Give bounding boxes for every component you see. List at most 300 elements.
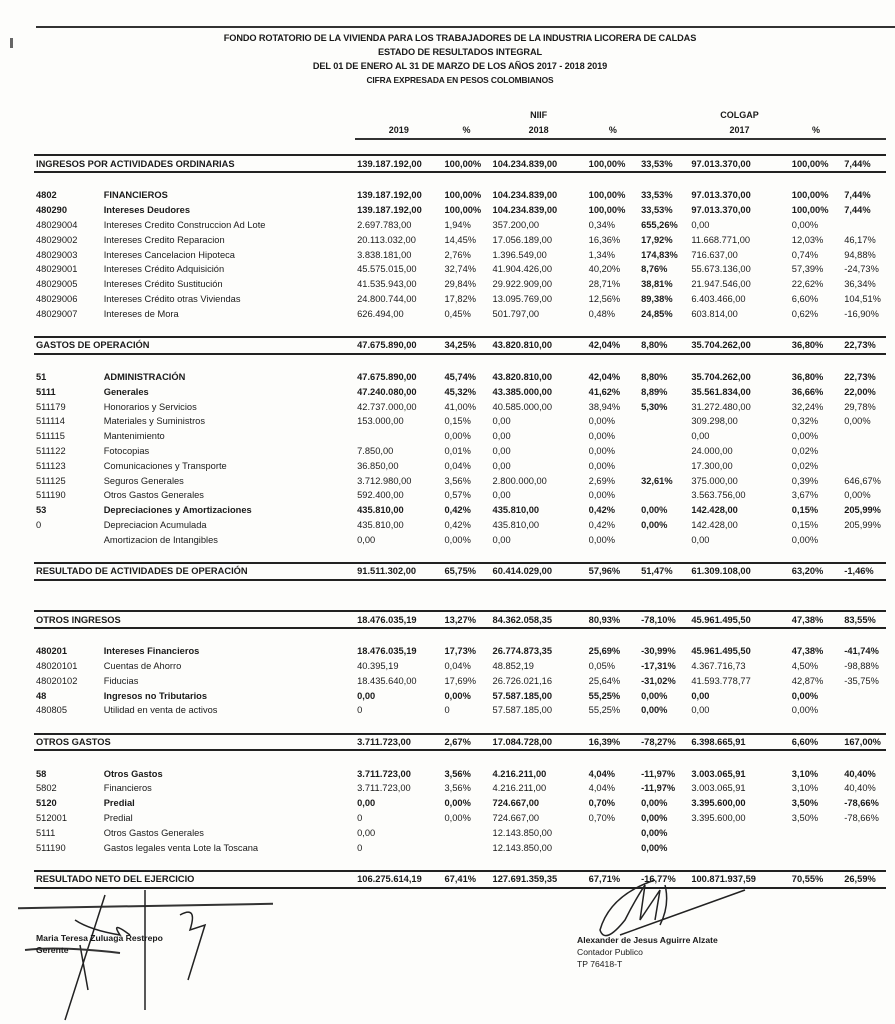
cell-v2017: 6.403.466,00 xyxy=(691,293,746,304)
cell-p2017: 70,55% xyxy=(790,871,842,888)
cell-var1 xyxy=(639,532,689,547)
cell-v2019: 0,00 xyxy=(357,534,376,545)
table-row xyxy=(34,384,886,399)
cell-v2019: 3.838.181,00 xyxy=(357,249,412,260)
cell-p2017: 36,80% xyxy=(790,337,842,354)
signer-left-name: Maria Teresa Zuluaga Restrepo xyxy=(36,933,163,943)
cell-v2017: 142.428,00 xyxy=(691,519,738,530)
cell-var2: -98,88% xyxy=(844,661,879,672)
table-row xyxy=(34,414,886,429)
cell-p2017: 0,32% xyxy=(791,416,819,427)
cell-p2018: 0,70% xyxy=(588,813,616,824)
cell-v2017: 45.961.495,50 xyxy=(689,611,789,628)
cell-p2017: 0,00% xyxy=(791,690,819,701)
signature-scrawl-left xyxy=(20,890,250,1024)
cell-v2017: 0,00 xyxy=(691,219,710,230)
cell-v2017: 3.395.600,00 xyxy=(691,813,746,824)
cell-v2018: 4.216.211,00 xyxy=(492,768,547,779)
cell-p2019: 0,57% xyxy=(444,490,471,501)
cell-var1: 24,85% xyxy=(641,308,673,319)
cell-name: Intereses Credito Construccion Ad Lote xyxy=(103,219,266,230)
cell-name: Cuentas de Ahorro xyxy=(103,661,182,672)
cell-p2018: 0,05% xyxy=(588,661,616,672)
cell-v2018: 60.414.029,00 xyxy=(491,563,587,580)
cell-p2018: 1,34% xyxy=(588,249,616,260)
cell-v2018: 2.800.000,00 xyxy=(492,475,547,486)
cell-v2017: 375.000,00 xyxy=(691,475,738,486)
cell-p2017: 3,50% xyxy=(791,798,819,809)
cell-code: 48020102 xyxy=(36,675,78,686)
cell-name: Generales xyxy=(103,386,149,397)
table-row xyxy=(34,688,886,703)
cell-p2017: 22,62% xyxy=(791,279,824,290)
cell-name: Utilidad en venta de activos xyxy=(103,705,218,716)
cell-p2017: 3,50% xyxy=(791,813,819,824)
cell-v2017: 11.668.771,00 xyxy=(691,234,751,245)
cell-var1: 33,53% xyxy=(641,190,673,201)
cell-v2019: 36.850,00 xyxy=(357,460,399,471)
cell-p2017: 6,60% xyxy=(791,293,819,304)
cell-p2017: 32,24% xyxy=(791,401,824,412)
cell-p2017: 0,00% xyxy=(791,534,819,545)
cell-p2019: 100,00% xyxy=(444,190,482,201)
cell-var2: 0,00% xyxy=(844,416,871,427)
cell-var2: 7,44% xyxy=(844,190,871,201)
table-row xyxy=(34,659,886,674)
cell-code xyxy=(34,532,102,547)
cell-var1: 174,83% xyxy=(641,249,678,260)
cell-var1: 89,38% xyxy=(641,293,673,304)
column-year-header xyxy=(34,123,886,139)
section-total-row xyxy=(34,337,886,354)
cell-code: OTROS INGRESOS xyxy=(34,611,355,628)
cell-p2019: 17,69% xyxy=(444,675,477,686)
cell-var1: -11,97% xyxy=(641,768,676,779)
cell-var2: 104,51% xyxy=(844,293,881,304)
cell-v2017: 35.561.834,00 xyxy=(691,386,751,397)
cell-var1 xyxy=(639,444,689,459)
cell-p2019: 65,75% xyxy=(443,563,491,580)
cell-v2017: 35.704.262,00 xyxy=(691,371,751,382)
cell-v2017: 603.814,00 xyxy=(691,308,738,319)
cell-v2017: 6.398.665,91 xyxy=(689,734,789,751)
cell-v2018: 17.056.189,00 xyxy=(492,234,553,245)
cell-p2018: 40,20% xyxy=(588,264,621,275)
cell-v2018: 1.396.549,00 xyxy=(492,249,547,260)
cell-var1: -30,99% xyxy=(641,646,676,657)
cell-name: Intereses de Mora xyxy=(103,308,179,319)
cell-name: Honorarios y Servicios xyxy=(103,401,197,412)
cell-p2017: 3,10% xyxy=(791,768,819,779)
cell-var1: 8,89% xyxy=(641,386,668,397)
cell-var2: 40,40% xyxy=(844,768,876,779)
signature-block-left xyxy=(36,932,163,956)
document-header xyxy=(180,31,740,87)
cell-code: INGRESOS POR ACTIVIDADES ORDINARIAS xyxy=(34,155,355,172)
cell-var2: -78,66% xyxy=(844,813,879,824)
cell-name: Comunicaciones y Transporte xyxy=(103,460,227,471)
cell-var1: 8,76% xyxy=(641,264,668,275)
cell-v2018: 104.234.839,00 xyxy=(492,190,558,201)
cell-name: Intereses Crédito Sustitución xyxy=(103,279,223,290)
cell-v2018: 41.904.426,00 xyxy=(492,264,553,275)
cell-p2018: 12,56% xyxy=(588,293,621,304)
cell-v2018: 57.587.185,00 xyxy=(492,690,553,701)
cell-v2019: 3.712.980,00 xyxy=(357,475,412,486)
cell-code: 48029002 xyxy=(36,234,78,245)
cell-var1: 655,26% xyxy=(641,219,678,230)
cell-var2: 26,59% xyxy=(842,871,886,888)
cell-var2: -16,90% xyxy=(844,308,879,319)
cell-p2019: 17,73% xyxy=(444,646,477,657)
cell-name: Predial xyxy=(103,813,133,824)
cell-name: Materiales y Suministros xyxy=(103,416,205,427)
cell-var1: -78,27% xyxy=(639,734,689,751)
cell-name: Intereses Deudores xyxy=(103,205,191,216)
col-pct-2017: % xyxy=(790,123,842,139)
cell-p2017: 42,87% xyxy=(791,675,824,686)
document-period: DEL 01 DE ENERO AL 31 DE MARZO DE LOS AÑOS 2017 - 2018 2019 xyxy=(312,61,608,71)
cell-var1 xyxy=(639,414,689,429)
cell-var1: 8,80% xyxy=(641,371,668,382)
cell-p2019: 3,56% xyxy=(444,783,471,794)
cell-p2017: 0,15% xyxy=(791,519,819,530)
cell-v2017: 24.000,00 xyxy=(691,445,733,456)
cell-p2018: 100,00% xyxy=(587,155,639,172)
cell-v2018: 104.234.839,00 xyxy=(492,205,558,216)
cell-code: 5111 xyxy=(36,827,56,838)
table-row xyxy=(34,262,886,277)
cell-v2019: 42.737.000,00 xyxy=(357,401,417,412)
table-row xyxy=(34,277,886,292)
cell-p2017: 0,62% xyxy=(791,308,819,319)
cell-code: 511190 xyxy=(36,490,66,501)
cell-p2018: 16,36% xyxy=(588,234,621,245)
table-row xyxy=(34,644,886,659)
cell-p2018: 4,04% xyxy=(588,783,616,794)
cell-var2: -41,74% xyxy=(844,646,879,657)
cell-p2018: 57,96% xyxy=(587,563,639,580)
cell-p2017: 0,02% xyxy=(791,460,819,471)
cell-p2019: 100,00% xyxy=(443,155,491,172)
cell-p2018: 42,04% xyxy=(588,371,621,382)
cell-code: RESULTADO NETO DEL EJERCICIO xyxy=(34,871,355,888)
cell-name: Otros Gastos Generales xyxy=(103,827,204,838)
cell-v2017: 17.300,00 xyxy=(691,460,733,471)
cell-p2018: 67,71% xyxy=(587,871,639,888)
cell-p2019: 0 xyxy=(444,705,450,716)
cell-v2017: 97.013.370,00 xyxy=(691,205,751,216)
cell-v2019: 626.494,00 xyxy=(357,308,404,319)
section-total-row xyxy=(34,734,886,751)
cell-v2019: 0 xyxy=(357,705,363,716)
table-row xyxy=(34,811,886,826)
cell-v2018: 0,00 xyxy=(492,431,511,442)
cell-p2019: 0,00% xyxy=(444,798,471,809)
cell-v2018: 17.084.728,00 xyxy=(491,734,587,751)
cell-v2017: 0,00 xyxy=(691,705,710,716)
cell-v2018: 724.667,00 xyxy=(492,798,540,809)
col-pct-2018: % xyxy=(587,123,639,139)
cell-v2017: 0,00 xyxy=(691,431,710,442)
cell-p2019: 1,94% xyxy=(444,219,471,230)
table-row xyxy=(34,306,886,321)
cell-var1 xyxy=(639,429,689,444)
cell-var1: -16,77% xyxy=(639,871,689,888)
document-title: FONDO ROTATORIO DE LA VIVIENDA PARA LOS TRABAJADORES DE LA INDUSTRIA LICORERA DE CALDAS xyxy=(223,33,697,43)
col-2019: 2019 xyxy=(355,123,442,139)
cell-v2017: 41.593.778,77 xyxy=(691,675,751,686)
cell-p2018: 0,00% xyxy=(588,431,616,442)
cell-name: Intereses Cancelacion Hipoteca xyxy=(103,249,235,260)
cell-v2019: 7.850,00 xyxy=(357,445,394,456)
cell-v2019: 3.711.723,00 xyxy=(357,783,411,794)
cell-v2017: 35.704.262,00 xyxy=(689,337,789,354)
cell-code: 511123 xyxy=(36,460,66,471)
cell-code: 48029003 xyxy=(36,249,78,260)
cell-p2019: 34,25% xyxy=(443,337,491,354)
cell-code: 0 xyxy=(36,519,42,530)
cell-var2: 0,00% xyxy=(844,490,871,501)
cell-p2018: 42,04% xyxy=(587,337,639,354)
cell-p2018: 0,42% xyxy=(588,519,616,530)
cell-name: FINANCIEROS xyxy=(103,190,168,201)
cell-code: 5802 xyxy=(36,783,57,794)
cell-var1: -11,97% xyxy=(641,783,676,794)
cell-p2018: 100,00% xyxy=(588,190,626,201)
cell-code: 511179 xyxy=(36,401,66,412)
cell-p2019: 0,01% xyxy=(444,445,471,456)
cell-code: 48020101 xyxy=(36,661,78,672)
col-2017: 2017 xyxy=(689,123,789,139)
cell-code: 5120 xyxy=(36,798,57,809)
cell-name: Fotocopias xyxy=(103,445,150,456)
cell-p2017: 47,38% xyxy=(790,611,842,628)
cell-v2017 xyxy=(689,840,789,855)
cell-var2: 94,88% xyxy=(844,249,876,260)
cell-p2018: 38,94% xyxy=(588,401,621,412)
cell-name: Intereses Crédito Adquisición xyxy=(103,264,225,275)
table-row xyxy=(34,247,886,262)
cell-p2019: 3,56% xyxy=(444,475,471,486)
cell-p2017: 47,38% xyxy=(791,646,824,657)
cell-var2: 167,00% xyxy=(842,734,886,751)
group-niif: NIIF xyxy=(530,110,548,121)
cell-v2019 xyxy=(355,429,442,444)
cell-p2017: 3,67% xyxy=(791,490,819,501)
cell-code: 511190 xyxy=(36,842,66,853)
cell-var2: 7,44% xyxy=(844,205,871,216)
cell-v2019: 435.810,00 xyxy=(357,519,404,530)
signer-right-name: Alexander de Jesus Aguirre Alzate xyxy=(577,935,718,945)
cell-name: Amortizacion de Intangibles xyxy=(103,534,218,545)
cell-v2018: 357.200,00 xyxy=(492,219,540,230)
signer-left-role: Gerente xyxy=(36,945,69,955)
cell-v2018: 4.216.211,00 xyxy=(492,783,547,794)
cell-v2019: 106.275.614,19 xyxy=(355,871,442,888)
cell-v2019: 0 xyxy=(357,813,363,824)
cell-var2: 22,00% xyxy=(844,386,876,397)
cell-code: 480805 xyxy=(36,705,68,716)
cell-p2018: 25,64% xyxy=(588,675,621,686)
cell-v2018: 29.922.909,00 xyxy=(492,279,553,290)
top-rule xyxy=(36,26,895,28)
cell-p2018: 41,62% xyxy=(588,386,621,397)
income-statement-table xyxy=(34,108,886,889)
cell-p2018: 80,93% xyxy=(587,611,639,628)
cell-p2018: 28,71% xyxy=(588,279,621,290)
cell-v2019: 47.675.890,00 xyxy=(357,371,417,382)
column-group-header xyxy=(34,108,886,123)
cell-code: RESULTADO DE ACTIVIDADES DE OPERACIÓN xyxy=(34,563,355,580)
cell-name: Gastos legales venta Lote la Toscana xyxy=(103,842,259,853)
cell-var2: 40,40% xyxy=(844,783,876,794)
cell-var1: 32,61% xyxy=(641,475,673,486)
cell-v2019: 592.400,00 xyxy=(357,490,404,501)
col-2018: 2018 xyxy=(491,123,587,139)
section-total-row xyxy=(34,871,886,888)
cell-p2019: 17,82% xyxy=(444,293,477,304)
cell-var1: 0,00% xyxy=(641,813,668,824)
cell-p2018: 55,25% xyxy=(588,705,621,716)
cell-name: Mantenimiento xyxy=(103,431,165,442)
cell-var2 xyxy=(842,840,886,855)
cell-v2018: 12.143.850,00 xyxy=(492,827,553,838)
cell-var2 xyxy=(842,458,886,473)
cell-p2017: 36,66% xyxy=(791,386,824,397)
cell-var2: -35,75% xyxy=(844,675,879,686)
cell-var2: -24,73% xyxy=(844,264,879,275)
table-row xyxy=(34,203,886,218)
cell-p2017: 100,00% xyxy=(790,155,842,172)
cell-var1: -31,02% xyxy=(641,675,676,686)
table-row xyxy=(34,766,886,781)
cell-v2017: 97.013.370,00 xyxy=(691,190,751,201)
cell-p2019: 0,42% xyxy=(444,519,471,530)
cell-p2017: 12,03% xyxy=(791,234,824,245)
cell-var1: 33,53% xyxy=(639,155,689,172)
cell-v2018: 435.810,00 xyxy=(492,519,540,530)
cell-v2017: 21.947.546,00 xyxy=(691,279,751,290)
signer-right-role: Contador Publico xyxy=(577,947,643,957)
cell-p2019: 0,00% xyxy=(444,813,471,824)
cell-p2019 xyxy=(443,825,491,840)
cell-var1: 0,00% xyxy=(641,505,668,516)
cell-code: 4802 xyxy=(36,190,57,201)
cell-v2019: 91.511.302,00 xyxy=(355,563,442,580)
cell-code: 511122 xyxy=(36,445,66,456)
cell-var2: 7,44% xyxy=(842,155,886,172)
cell-v2018: 84.362.058,35 xyxy=(491,611,587,628)
cell-p2017: 0,02% xyxy=(791,445,819,456)
cell-v2018: 13.095.769,00 xyxy=(492,293,553,304)
cell-var2: 46,17% xyxy=(844,234,876,245)
cell-var2: 36,34% xyxy=(844,279,876,290)
cell-name: Depreciaciones y Amortizaciones xyxy=(103,505,252,516)
table-row xyxy=(34,218,886,233)
cell-p2018: 0,00% xyxy=(588,460,616,471)
table-row xyxy=(34,825,886,840)
cell-p2017: 0,00% xyxy=(791,219,819,230)
cell-v2018: 43.385.000,00 xyxy=(492,386,553,397)
cell-p2018: 16,39% xyxy=(587,734,639,751)
cell-var1: -17,31% xyxy=(641,661,676,672)
table-row xyxy=(34,473,886,488)
cell-v2019: 435.810,00 xyxy=(357,505,404,516)
cell-p2019: 13,27% xyxy=(443,611,491,628)
cell-code: 53 xyxy=(36,505,47,516)
cell-code: 511125 xyxy=(36,475,66,486)
table-row xyxy=(34,188,886,203)
cell-var2 xyxy=(842,218,886,233)
cell-p2019: 0,04% xyxy=(444,460,471,471)
cell-p2017: 36,80% xyxy=(791,371,824,382)
cell-v2019: 0,00 xyxy=(357,690,376,701)
document-subtitle: ESTADO DE RESULTADOS INTEGRAL xyxy=(377,47,542,57)
cell-code: 480201 xyxy=(36,646,68,657)
cell-code: 48029007 xyxy=(36,308,78,319)
cell-p2019: 45,74% xyxy=(444,371,477,382)
table-row xyxy=(34,399,886,414)
cell-v2019: 45.575.015,00 xyxy=(357,264,417,275)
table-row xyxy=(34,673,886,688)
cell-p2019: 0,15% xyxy=(444,416,471,427)
cell-v2019: 0,00 xyxy=(357,798,376,809)
cell-v2018: 0,00 xyxy=(492,490,511,501)
cell-p2019 xyxy=(443,840,491,855)
table-row xyxy=(34,429,886,444)
cell-code: 512001 xyxy=(36,813,68,824)
cell-p2019: 3,56% xyxy=(444,768,471,779)
cell-p2019: 100,00% xyxy=(444,205,482,216)
section-total-row xyxy=(34,611,886,628)
cell-name: Intereses Financieros xyxy=(103,646,200,657)
cell-var1: 5,30% xyxy=(641,401,668,412)
cell-v2017 xyxy=(689,825,789,840)
cell-p2018: 0,00% xyxy=(588,445,616,456)
cell-code: 48 xyxy=(36,690,47,701)
cell-v2017: 31.272.480,00 xyxy=(691,401,751,412)
cell-p2019: 45,32% xyxy=(444,386,477,397)
cell-var2 xyxy=(842,429,886,444)
cell-v2019: 139.187.192,00 xyxy=(357,190,422,201)
cell-p2018: 100,00% xyxy=(588,205,626,216)
cell-p2018: 0,00% xyxy=(588,490,616,501)
cell-p2019: 0,00% xyxy=(444,431,471,442)
cell-code: 511114 xyxy=(36,416,65,427)
cell-v2017: 3.003.065,91 xyxy=(691,783,746,794)
cell-var1: 38,81% xyxy=(641,279,673,290)
cell-p2017: 0,15% xyxy=(791,505,819,516)
cell-p2017: 3,10% xyxy=(791,783,819,794)
cell-var1 xyxy=(639,488,689,503)
cell-v2018: 127.691.359,35 xyxy=(491,871,587,888)
cell-p2019: 0,00% xyxy=(444,534,471,545)
cell-p2018: 0,00% xyxy=(588,534,616,545)
cell-v2017: 55.673.136,00 xyxy=(691,264,751,275)
cell-v2019: 24.800.744,00 xyxy=(357,293,417,304)
table-row xyxy=(34,292,886,307)
table-row xyxy=(34,781,886,796)
cell-v2019: 18.435.640,00 xyxy=(357,675,417,686)
cell-p2017: 0,39% xyxy=(791,475,819,486)
cell-v2017: 4.367.716,73 xyxy=(691,661,746,672)
cell-p2017: 0,74% xyxy=(791,249,819,260)
cell-code: 480290 xyxy=(36,205,68,216)
cell-code: 48029005 xyxy=(36,279,78,290)
table-row xyxy=(34,703,886,718)
cell-v2019: 153.000,00 xyxy=(357,416,404,427)
